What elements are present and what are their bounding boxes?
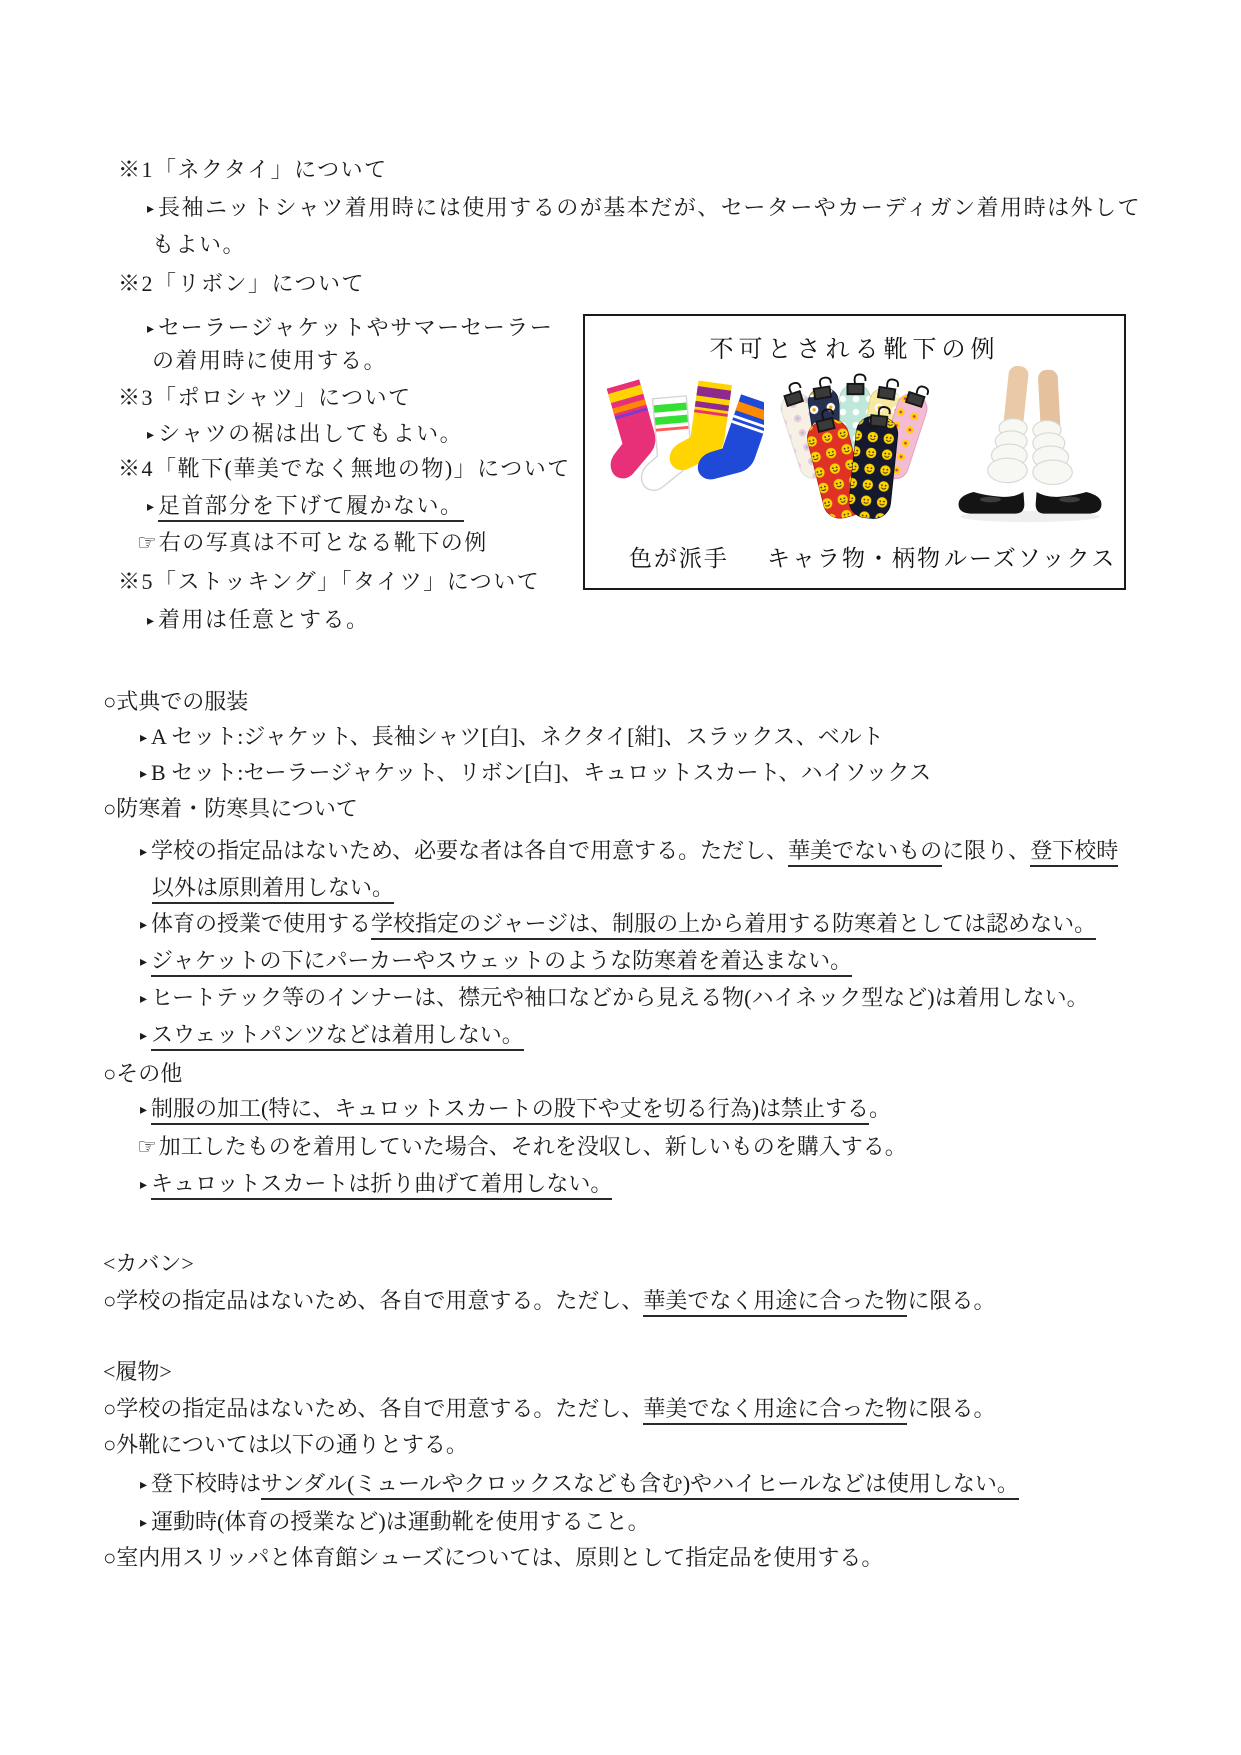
text-segment: シャツの裾は出してもよい。	[158, 421, 464, 446]
text-segment: ヒートテック等のインナーは、襟元や袖口などから見える物(ハイネック型など)は着用しない。	[151, 985, 1089, 1010]
text-line	[147, 606, 370, 636]
bullet-triangle-icon: ▸	[147, 202, 155, 217]
sock-example-label-character: キャラ物・柄物	[767, 546, 942, 571]
pointing-hand-icon: ☞	[137, 530, 157, 555]
text-line	[103, 1395, 995, 1423]
text-segment: サンダル(ミュールやクロックスなども含む)やハイヒールなどは使用しない。	[261, 1471, 1019, 1500]
text-segment: ※3「ポロシャツ」について	[118, 385, 412, 410]
text-segment: 学校指定のジャージは、制服の上から着用する防寒着としては認めない。	[371, 911, 1096, 940]
text-segment: 。	[869, 1096, 892, 1121]
text-segment: B セット:セーラージャケット、リボン[白]、キュロットスカート、ハイソックス	[151, 760, 932, 785]
text-line	[147, 314, 553, 344]
text-segment: 登下校時	[1030, 838, 1118, 867]
text-line	[140, 1170, 612, 1200]
text-segment: ○防寒着・防寒具について	[103, 796, 358, 821]
text-segment: 着用は任意とする。	[158, 607, 370, 632]
text-line	[140, 1470, 1019, 1500]
text-line	[147, 420, 463, 450]
text-line	[140, 1021, 524, 1051]
text-segment: ○学校の指定品はないため、各自で用意する。ただし、	[103, 1396, 644, 1421]
text-segment: スウェットパンツなどは着用しない。	[151, 1022, 524, 1051]
bullet-triangle-icon: ▸	[140, 992, 148, 1007]
bullet-triangle-icon: ▸	[140, 1478, 148, 1493]
text-line	[140, 984, 1089, 1014]
text-line	[103, 688, 248, 716]
text-line	[118, 568, 540, 596]
prohibited-socks-title: 不可とされる靴下の例	[709, 337, 1000, 363]
text-segment: ○学校の指定品はないため、各自で用意する。ただし、	[103, 1288, 644, 1313]
text-segment: 運動時(体育の授業など)は運動靴を使用すること。	[151, 1509, 650, 1534]
pointing-hand-icon: ☞	[137, 1134, 157, 1159]
text-line	[103, 1287, 995, 1315]
text-segment: ※2「リボン」について	[118, 271, 366, 296]
text-line	[118, 270, 365, 298]
text-segment: ※4「靴下(華美でなく無地の物)」について	[118, 456, 571, 481]
text-segment: もよい。	[152, 232, 247, 257]
sock-example-label-flashy: 色が派手	[628, 546, 729, 571]
text-line	[137, 529, 488, 557]
bullet-triangle-icon: ▸	[140, 1103, 148, 1118]
bullet-triangle-icon: ▸	[147, 428, 155, 443]
text-segment: <履物>	[103, 1359, 172, 1384]
text-line	[140, 947, 852, 977]
text-segment: 制服の加工(特に、キュロットスカートの股下や丈を切る行為)は禁止する	[151, 1096, 869, 1125]
text-segment: 加工したものを着用していた場合、それを没収し、新しいものを購入する。	[158, 1134, 907, 1159]
text-segment: 足首部分を下げて履かない。	[158, 493, 464, 522]
text-line	[140, 1095, 891, 1125]
text-line	[140, 759, 931, 789]
text-segment: ○その他	[103, 1061, 183, 1086]
text-segment: の着用時に使用する。	[152, 348, 388, 373]
text-segment: 華美でなく用途に合った物	[643, 1396, 907, 1425]
text-segment: に限り、	[942, 838, 1031, 863]
bullet-triangle-icon: ▸	[140, 1029, 148, 1044]
text-line	[147, 492, 464, 522]
text-line	[103, 1060, 182, 1088]
bullet-triangle-icon: ▸	[147, 614, 155, 629]
bullet-triangle-icon: ▸	[147, 322, 155, 337]
text-segment: ○外靴については以下の通りとする。	[103, 1432, 468, 1457]
text-line	[152, 874, 394, 902]
text-segment: ジャケットの下にパーカーやスウェットのような防寒着を着込まない。	[151, 948, 852, 977]
text-segment: ※1「ネクタイ」について	[118, 157, 388, 182]
loose-socks-figure	[942, 366, 1118, 573]
bullet-triangle-icon: ▸	[140, 918, 148, 933]
text-segment: 長袖ニットシャツ着用時には使用するのが基本だが、セーターやカーディガン着用時は外して	[158, 195, 1142, 220]
sock-example-label-loose: ルーズソックス	[943, 546, 1117, 571]
text-line	[140, 1508, 650, 1538]
text-line	[140, 910, 1096, 940]
text-segment: 学校の指定品はないため、必要な者は各自で用意する。ただし、	[151, 838, 789, 863]
text-segment: 登下校時は	[151, 1471, 262, 1496]
character-socks-figure	[767, 366, 943, 573]
bullet-triangle-icon: ▸	[140, 731, 148, 746]
text-line	[118, 384, 412, 412]
bullet-triangle-icon: ▸	[147, 500, 155, 515]
text-segment: に限る。	[907, 1396, 996, 1421]
text-line	[103, 1250, 194, 1278]
text-line	[152, 347, 387, 375]
bullet-triangle-icon: ▸	[140, 845, 148, 860]
text-segment: キュロットスカートは折り曲げて着用しない。	[151, 1171, 612, 1200]
text-segment: A セット:ジャケット、長袖シャツ[白]、ネクタイ[紺]、スラックス、ベルト	[151, 724, 884, 749]
text-segment: 右の写真は不可となる靴下の例	[158, 530, 488, 555]
text-line	[118, 455, 571, 483]
text-line	[147, 194, 1141, 224]
text-line	[103, 1544, 883, 1572]
text-segment: <カバン>	[103, 1251, 194, 1276]
text-segment: に限る。	[907, 1288, 996, 1313]
text-segment: ○室内用スリッパと体育館シューズについては、原則として指定品を使用する。	[103, 1545, 884, 1570]
text-line	[152, 231, 246, 259]
text-segment: ※5「ストッキング」「タイツ」について	[118, 569, 541, 594]
colorful-socks-figure	[591, 366, 767, 573]
text-segment: セーラージャケットやサマーセーラー	[158, 315, 554, 340]
text-line	[140, 723, 884, 753]
text-segment: 体育の授業で使用する	[151, 911, 372, 936]
text-line	[118, 156, 388, 184]
text-line	[103, 1358, 172, 1386]
bullet-triangle-icon: ▸	[140, 1516, 148, 1531]
text-segment: 華美でなく用途に合った物	[643, 1288, 907, 1317]
text-line	[140, 837, 1118, 867]
socks-examples-row	[585, 366, 1124, 573]
loose-socks-image	[945, 366, 1115, 540]
text-segment: 華美でないもの	[788, 838, 942, 867]
text-line	[103, 795, 358, 823]
bullet-triangle-icon: ▸	[140, 955, 148, 970]
bullet-triangle-icon: ▸	[140, 767, 148, 782]
text-segment: ○式典での服装	[103, 689, 249, 714]
prohibited-socks-box	[583, 314, 1126, 590]
text-line	[103, 1431, 468, 1459]
text-line	[137, 1133, 907, 1161]
text-segment: 以外は原則着用しない。	[152, 875, 394, 904]
character-socks-image	[770, 366, 940, 540]
colorful-socks-image	[594, 366, 764, 540]
bullet-triangle-icon: ▸	[140, 1178, 148, 1193]
